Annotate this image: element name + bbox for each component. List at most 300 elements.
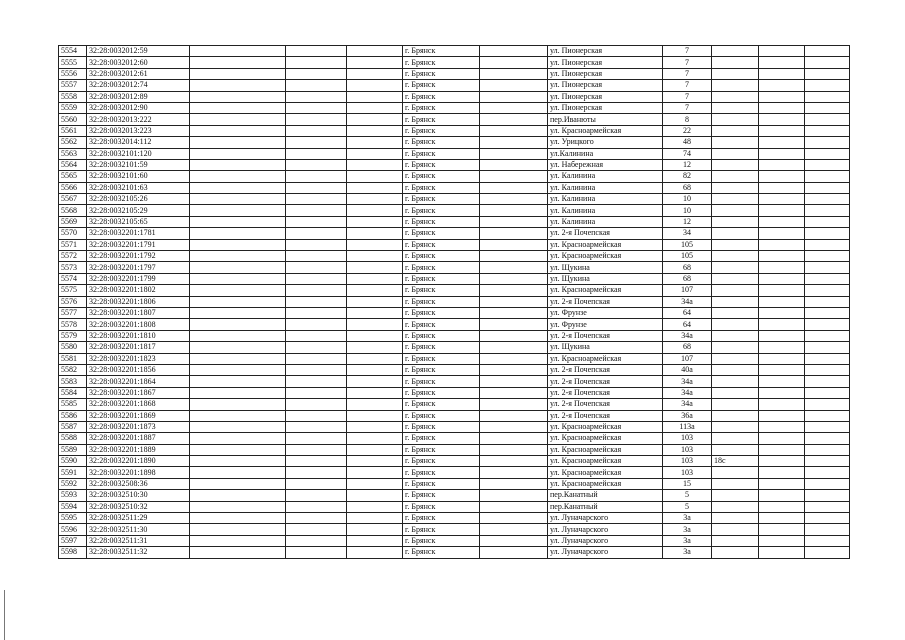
empty-cell [347, 251, 403, 262]
extra-cell [712, 524, 759, 535]
cadastral-number-cell: 32:28:0032012:59 [87, 46, 190, 57]
empty-cell [347, 456, 403, 467]
empty-cell [347, 399, 403, 410]
table-row [59, 171, 850, 182]
house-number-cell: 105 [663, 251, 712, 262]
cadastral-number-cell: 32:28:0032511:32 [87, 547, 190, 558]
row-number-cell: 5593 [59, 490, 87, 501]
empty-cell [480, 80, 548, 91]
city-cell: г. Брянск [403, 330, 480, 341]
cadastral-number-cell: 32:28:0032101:63 [87, 182, 190, 193]
city-cell: г. Брянск [403, 456, 480, 467]
empty-cell [480, 353, 548, 364]
empty-cell [480, 228, 548, 239]
empty-cell [480, 91, 548, 102]
empty-cell [286, 467, 347, 478]
empty-cell [347, 46, 403, 57]
table-row [59, 535, 850, 546]
city-cell: г. Брянск [403, 376, 480, 387]
street-cell: ул. 2-я Почепская [548, 410, 663, 421]
empty-cell [805, 148, 850, 159]
house-number-cell: 34а [663, 296, 712, 307]
cadastral-number-cell: 32:28:0032510:30 [87, 490, 190, 501]
empty-cell [480, 399, 548, 410]
row-number-cell: 5562 [59, 137, 87, 148]
extra-cell [712, 478, 759, 489]
empty-cell [480, 467, 548, 478]
table-row [59, 501, 850, 512]
cadastral-number-cell: 32:28:0032201:1873 [87, 421, 190, 432]
empty-cell [347, 273, 403, 284]
city-cell: г. Брянск [403, 501, 480, 512]
empty-cell [190, 262, 286, 273]
empty-cell [347, 68, 403, 79]
city-cell: г. Брянск [403, 239, 480, 250]
city-cell: г. Брянск [403, 444, 480, 455]
empty-cell [759, 194, 805, 205]
extra-cell [712, 296, 759, 307]
empty-cell [805, 159, 850, 170]
cadastral-number-cell: 32:28:0032508:36 [87, 478, 190, 489]
table-row [59, 513, 850, 524]
city-cell: г. Брянск [403, 57, 480, 68]
cadastral-number-cell: 32:28:0032105:65 [87, 216, 190, 227]
street-cell: ул. 2-я Почепская [548, 399, 663, 410]
empty-cell [286, 410, 347, 421]
empty-cell [347, 376, 403, 387]
extra-cell [712, 330, 759, 341]
empty-cell [286, 547, 347, 558]
extra-cell [712, 285, 759, 296]
street-cell: ул. Луначарского [548, 535, 663, 546]
empty-cell [759, 137, 805, 148]
cadastral-number-cell: 32:28:0032201:1807 [87, 307, 190, 318]
street-cell: ул. Красноармейская [548, 285, 663, 296]
extra-cell [712, 57, 759, 68]
empty-cell [759, 285, 805, 296]
empty-cell [759, 421, 805, 432]
empty-cell [347, 478, 403, 489]
empty-cell [480, 364, 548, 375]
scan-edge-line [4, 590, 5, 640]
house-number-cell: 3а [663, 513, 712, 524]
city-cell: г. Брянск [403, 535, 480, 546]
empty-cell [190, 80, 286, 91]
empty-cell [805, 307, 850, 318]
extra-cell [712, 535, 759, 546]
empty-cell [480, 387, 548, 398]
table-row [59, 148, 850, 159]
empty-cell [480, 137, 548, 148]
street-cell: ул. Фрунзе [548, 307, 663, 318]
table-row [59, 524, 850, 535]
city-cell: г. Брянск [403, 216, 480, 227]
house-number-cell: 74 [663, 148, 712, 159]
extra-cell [712, 319, 759, 330]
street-cell: ул. 2-я Почепская [548, 228, 663, 239]
empty-cell [190, 251, 286, 262]
city-cell: г. Брянск [403, 46, 480, 57]
empty-cell [347, 148, 403, 159]
street-cell: ул. 2-я Почепская [548, 387, 663, 398]
empty-cell [480, 456, 548, 467]
empty-cell [347, 125, 403, 136]
extra-cell [712, 342, 759, 353]
extra-cell [712, 353, 759, 364]
empty-cell [759, 273, 805, 284]
house-number-cell: 68 [663, 342, 712, 353]
cadastral-number-cell: 32:28:0032511:29 [87, 513, 190, 524]
street-cell: ул. Красноармейская [548, 478, 663, 489]
city-cell: г. Брянск [403, 307, 480, 318]
table-row [59, 91, 850, 102]
empty-cell [347, 137, 403, 148]
empty-cell [480, 421, 548, 432]
empty-cell [347, 535, 403, 546]
street-cell: ул. Калинина [548, 182, 663, 193]
empty-cell [286, 478, 347, 489]
street-cell: ул. 2-я Почепская [548, 364, 663, 375]
house-number-cell: 34а [663, 387, 712, 398]
extra-cell [712, 91, 759, 102]
street-cell: ул. Пионерская [548, 80, 663, 91]
extra-cell [712, 307, 759, 318]
empty-cell [480, 46, 548, 57]
empty-cell [190, 148, 286, 159]
empty-cell [190, 125, 286, 136]
empty-cell [347, 182, 403, 193]
row-number-cell: 5570 [59, 228, 87, 239]
table-row [59, 216, 850, 227]
row-number-cell: 5576 [59, 296, 87, 307]
street-cell: ул. Урицкого [548, 137, 663, 148]
empty-cell [190, 399, 286, 410]
empty-cell [286, 319, 347, 330]
empty-cell [347, 513, 403, 524]
empty-cell [759, 524, 805, 535]
empty-cell [347, 421, 403, 432]
row-number-cell: 5578 [59, 319, 87, 330]
empty-cell [805, 137, 850, 148]
empty-cell [759, 102, 805, 113]
empty-cell [480, 114, 548, 125]
cadastral-number-cell: 32:28:0032201:1898 [87, 467, 190, 478]
empty-cell [805, 376, 850, 387]
cadastral-number-cell: 32:28:0032201:1797 [87, 262, 190, 273]
row-number-cell: 5586 [59, 410, 87, 421]
house-number-cell: 34а [663, 376, 712, 387]
empty-cell [190, 159, 286, 170]
table-row [59, 285, 850, 296]
city-cell: г. Брянск [403, 182, 480, 193]
extra-cell [712, 399, 759, 410]
extra-cell [712, 228, 759, 239]
street-cell: пер.Иванюты [548, 114, 663, 125]
empty-cell [347, 319, 403, 330]
empty-cell [347, 467, 403, 478]
table-row [59, 137, 850, 148]
empty-cell [805, 342, 850, 353]
cadastral-number-cell: 32:28:0032511:30 [87, 524, 190, 535]
cadastral-number-cell: 32:28:0032013:222 [87, 114, 190, 125]
empty-cell [190, 490, 286, 501]
empty-cell [805, 114, 850, 125]
empty-cell [759, 353, 805, 364]
empty-cell [480, 251, 548, 262]
empty-cell [286, 114, 347, 125]
house-number-cell: 7 [663, 102, 712, 113]
table-row [59, 46, 850, 57]
empty-cell [759, 205, 805, 216]
empty-cell [347, 353, 403, 364]
house-number-cell: 15 [663, 478, 712, 489]
empty-cell [805, 353, 850, 364]
empty-cell [480, 239, 548, 250]
row-number-cell: 5561 [59, 125, 87, 136]
house-number-cell: 105 [663, 239, 712, 250]
empty-cell [805, 456, 850, 467]
empty-cell [286, 68, 347, 79]
cadastral-number-cell: 32:28:0032511:31 [87, 535, 190, 546]
city-cell: г. Брянск [403, 159, 480, 170]
street-cell: ул. Красноармейская [548, 456, 663, 467]
street-cell: ул. Красноармейская [548, 433, 663, 444]
empty-cell [190, 182, 286, 193]
table-row [59, 456, 850, 467]
city-cell: г. Брянск [403, 80, 480, 91]
extra-cell [712, 490, 759, 501]
empty-cell [480, 296, 548, 307]
table-row [59, 421, 850, 432]
empty-cell [805, 296, 850, 307]
city-cell: г. Брянск [403, 433, 480, 444]
house-number-cell: 7 [663, 57, 712, 68]
city-cell: г. Брянск [403, 364, 480, 375]
empty-cell [286, 80, 347, 91]
extra-cell [712, 46, 759, 57]
empty-cell [347, 410, 403, 421]
extra-cell [712, 467, 759, 478]
empty-cell [190, 421, 286, 432]
empty-cell [805, 410, 850, 421]
empty-cell [347, 262, 403, 273]
row-number-cell: 5564 [59, 159, 87, 170]
extra-cell [712, 171, 759, 182]
empty-cell [286, 444, 347, 455]
house-number-cell: 68 [663, 262, 712, 273]
city-cell: г. Брянск [403, 125, 480, 136]
city-cell: г. Брянск [403, 262, 480, 273]
empty-cell [805, 228, 850, 239]
row-number-cell: 5556 [59, 68, 87, 79]
empty-cell [759, 296, 805, 307]
empty-cell [347, 330, 403, 341]
empty-cell [805, 433, 850, 444]
empty-cell [480, 478, 548, 489]
empty-cell [805, 547, 850, 558]
house-number-cell: 10 [663, 205, 712, 216]
empty-cell [190, 387, 286, 398]
empty-cell [805, 421, 850, 432]
empty-cell [286, 57, 347, 68]
empty-cell [480, 524, 548, 535]
empty-cell [347, 501, 403, 512]
empty-cell [347, 114, 403, 125]
empty-cell [190, 501, 286, 512]
empty-cell [190, 524, 286, 535]
empty-cell [190, 433, 286, 444]
empty-cell [286, 239, 347, 250]
cadastral-number-cell: 32:28:0032201:1887 [87, 433, 190, 444]
empty-cell [190, 296, 286, 307]
row-number-cell: 5594 [59, 501, 87, 512]
empty-cell [759, 251, 805, 262]
empty-cell [759, 319, 805, 330]
empty-cell [480, 262, 548, 273]
empty-cell [190, 194, 286, 205]
street-cell: ул. 2-я Почепская [548, 296, 663, 307]
cadastral-number-cell: 32:28:0032201:1889 [87, 444, 190, 455]
empty-cell [286, 194, 347, 205]
table-row [59, 239, 850, 250]
empty-cell [286, 102, 347, 113]
street-cell: пер.Канатный [548, 490, 663, 501]
empty-cell [190, 342, 286, 353]
street-cell: ул. Красноармейская [548, 251, 663, 262]
city-cell: г. Брянск [403, 137, 480, 148]
street-cell: ул. Пионерская [548, 57, 663, 68]
city-cell: г. Брянск [403, 513, 480, 524]
street-cell: ул. Луначарского [548, 513, 663, 524]
street-cell: ул. Луначарского [548, 524, 663, 535]
house-number-cell: 34 [663, 228, 712, 239]
house-number-cell: 113а [663, 421, 712, 432]
extra-cell [712, 148, 759, 159]
cadastral-number-cell: 32:28:0032101:120 [87, 148, 190, 159]
empty-cell [805, 46, 850, 57]
house-number-cell: 68 [663, 273, 712, 284]
empty-cell [190, 46, 286, 57]
house-number-cell: 3а [663, 547, 712, 558]
empty-cell [286, 456, 347, 467]
empty-cell [286, 524, 347, 535]
city-cell: г. Брянск [403, 421, 480, 432]
empty-cell [347, 194, 403, 205]
city-cell: г. Брянск [403, 467, 480, 478]
empty-cell [190, 547, 286, 558]
table-row [59, 364, 850, 375]
empty-cell [347, 216, 403, 227]
street-cell: ул. 2-я Почепская [548, 376, 663, 387]
empty-cell [759, 148, 805, 159]
empty-cell [190, 273, 286, 284]
empty-cell [805, 216, 850, 227]
table-row [59, 410, 850, 421]
cadastral-number-cell: 32:28:0032201:1817 [87, 342, 190, 353]
empty-cell [190, 478, 286, 489]
cadastral-number-cell: 32:28:0032201:1808 [87, 319, 190, 330]
empty-cell [286, 285, 347, 296]
empty-cell [286, 513, 347, 524]
table-row [59, 125, 850, 136]
row-number-cell: 5565 [59, 171, 87, 182]
city-cell: г. Брянск [403, 410, 480, 421]
cadastral-number-cell: 32:28:0032101:59 [87, 159, 190, 170]
street-cell: ул. Красноармейская [548, 421, 663, 432]
row-number-cell: 5598 [59, 547, 87, 558]
empty-cell [286, 228, 347, 239]
house-number-cell: 64 [663, 307, 712, 318]
empty-cell [286, 205, 347, 216]
extra-cell [712, 410, 759, 421]
cadastral-number-cell: 32:28:0032012:89 [87, 91, 190, 102]
empty-cell [286, 216, 347, 227]
empty-cell [286, 330, 347, 341]
city-cell: г. Брянск [403, 68, 480, 79]
street-cell: ул. Пионерская [548, 102, 663, 113]
row-number-cell: 5583 [59, 376, 87, 387]
row-number-cell: 5582 [59, 364, 87, 375]
house-number-cell: 68 [663, 182, 712, 193]
row-number-cell: 5567 [59, 194, 87, 205]
empty-cell [347, 285, 403, 296]
house-number-cell: 36а [663, 410, 712, 421]
empty-cell [480, 535, 548, 546]
city-cell: г. Брянск [403, 342, 480, 353]
cadastral-number-cell: 32:28:0032101:60 [87, 171, 190, 182]
table-row [59, 205, 850, 216]
empty-cell [347, 102, 403, 113]
empty-cell [759, 399, 805, 410]
extra-cell [712, 513, 759, 524]
empty-cell [190, 57, 286, 68]
empty-cell [759, 262, 805, 273]
extra-cell [712, 251, 759, 262]
empty-cell [805, 490, 850, 501]
empty-cell [347, 342, 403, 353]
empty-cell [286, 296, 347, 307]
empty-cell [190, 205, 286, 216]
city-cell: г. Брянск [403, 228, 480, 239]
empty-cell [480, 513, 548, 524]
empty-cell [190, 319, 286, 330]
house-number-cell: 34а [663, 330, 712, 341]
row-number-cell: 5554 [59, 46, 87, 57]
empty-cell [805, 478, 850, 489]
row-number-cell: 5560 [59, 114, 87, 125]
extra-cell [712, 68, 759, 79]
empty-cell [805, 387, 850, 398]
city-cell: г. Брянск [403, 102, 480, 113]
street-cell: пер.Канатный [548, 501, 663, 512]
cadastral-number-cell: 32:28:0032201:1867 [87, 387, 190, 398]
empty-cell [805, 262, 850, 273]
cadastral-number-cell: 32:28:0032012:90 [87, 102, 190, 113]
empty-cell [759, 547, 805, 558]
extra-cell [712, 364, 759, 375]
row-number-cell: 5568 [59, 205, 87, 216]
house-number-cell: 12 [663, 159, 712, 170]
city-cell: г. Брянск [403, 285, 480, 296]
city-cell: г. Брянск [403, 251, 480, 262]
empty-cell [480, 57, 548, 68]
row-number-cell: 5563 [59, 148, 87, 159]
empty-cell [759, 239, 805, 250]
extra-cell [712, 80, 759, 91]
extra-cell [712, 216, 759, 227]
empty-cell [347, 296, 403, 307]
empty-cell [480, 376, 548, 387]
